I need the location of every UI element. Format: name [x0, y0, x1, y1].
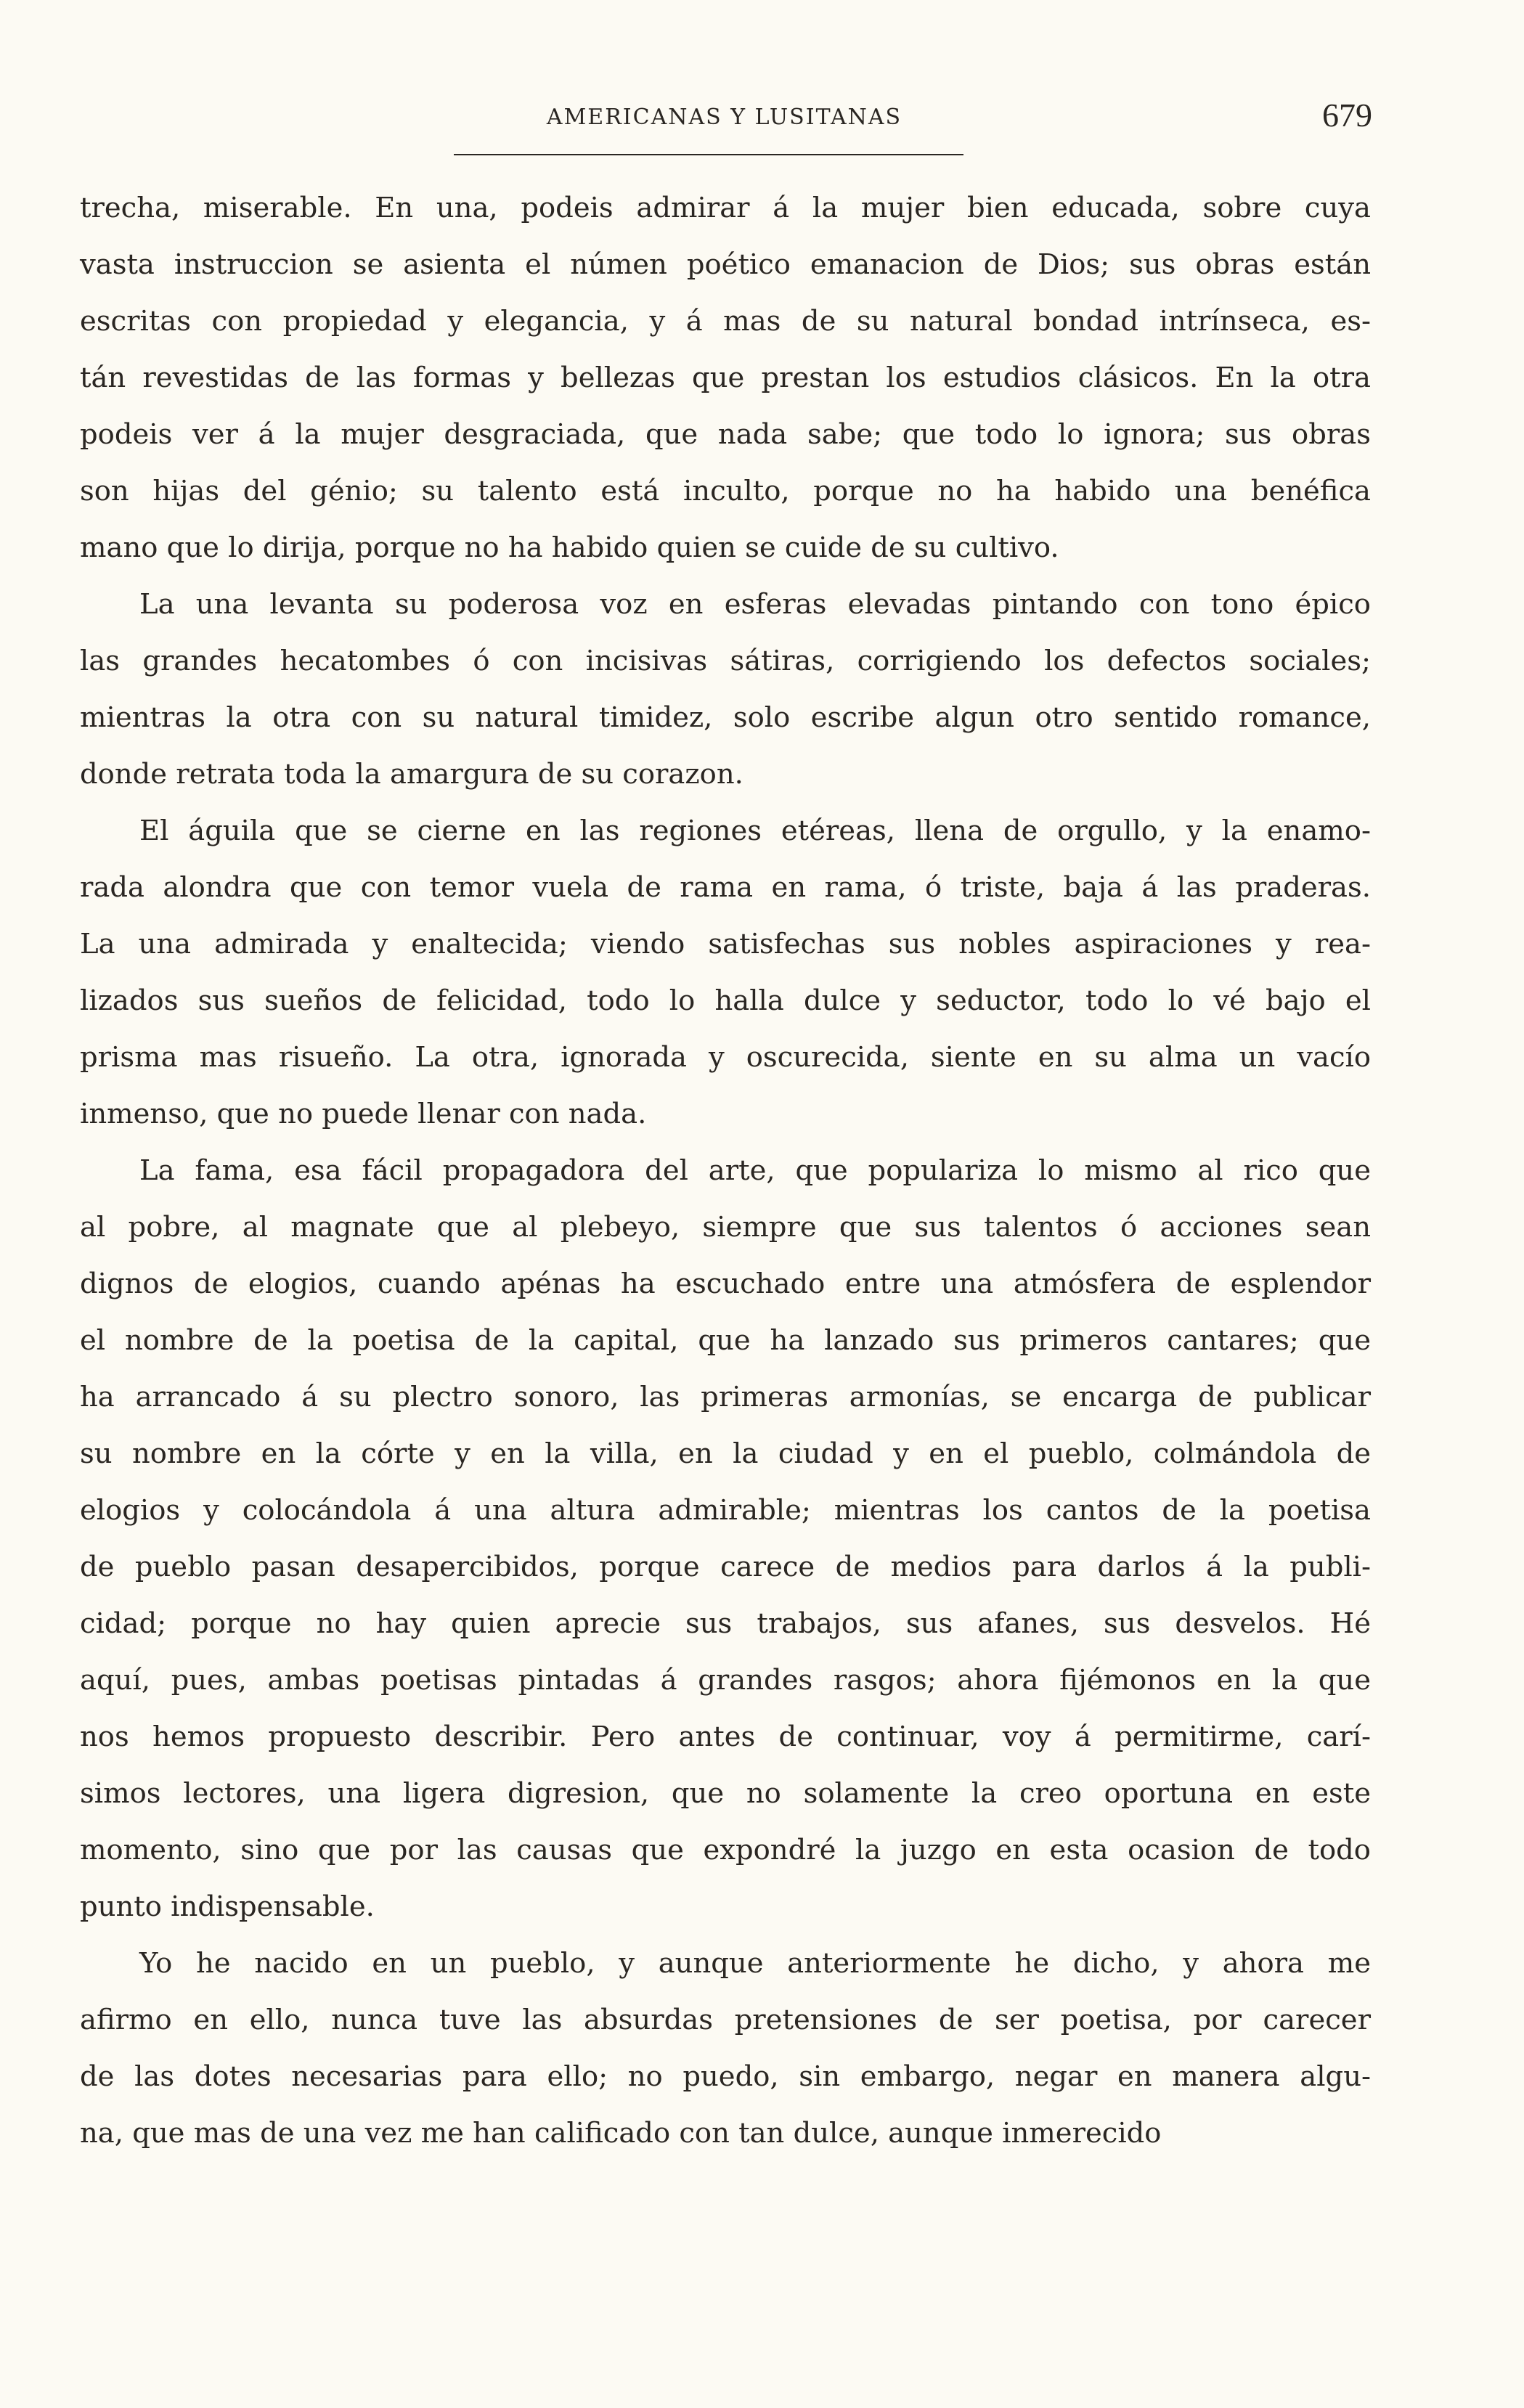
text-line: lizados sus sueños de felicidad, todo lo halla dulce y seductor, todo lo vé bajo el: [80, 984, 1371, 1017]
text-line: Yo he nacido en un pueblo, y aunque anteriormente he dicho, y ahora me: [139, 1947, 1371, 1980]
text-line: escritas con propiedad y elegancia, y á mas de su natural bondad intrínseca, es-: [80, 305, 1371, 338]
paragraph: [80, 576, 1371, 803]
text-line: tán revestidas de las formas y bellezas que prestan los estudios clásicos. En la otra: [80, 362, 1371, 394]
text-line: trecha, miserable. En una, podeis admirar á la mujer bien educada, sobre cuya: [80, 192, 1371, 224]
text-line: momento, sino que por las causas que expondré la juzgo en esta ocasion de todo: [80, 1834, 1371, 1866]
body-text: [80, 180, 1371, 2162]
text-line: rada alondra que con temor vuela de rama en rama, ó triste, baja á las praderas.: [80, 871, 1371, 904]
text-line: La una levanta su poderosa voz en esferas elevadas pintando con tono épico: [139, 588, 1371, 621]
text-line: nos hemos propuesto describir. Pero antes de continuar, voy á permitirme, carí-: [80, 1721, 1371, 1753]
running-head: [76, 97, 1372, 141]
text-line: son hijas del génio; su talento está inculto, porque no ha habido una benéfica: [80, 475, 1371, 507]
text-line: su nombre en la córte y en la villa, en la ciudad y en el pueblo, colmándola de: [80, 1437, 1371, 1470]
text-line: na, que mas de una vez me han calificado con tan dulce, aunque inmerecido: [80, 2117, 1162, 2150]
text-line: elogios y colocándola á una altura admirable; mientras los cantos de la poetisa: [80, 1494, 1371, 1527]
text-line: El águila que se cierne en las regiones etéreas, llena de orgullo, y la enamo-: [139, 815, 1371, 847]
text-line: simos lectores, una ligera digresion, que no solamente la creo oportuna en este: [80, 1777, 1371, 1810]
header-rule: [454, 154, 963, 155]
paragraph: [80, 803, 1371, 1143]
text-line: dignos de elogios, cuando apénas ha escuchado entre una atmósfera de esplendor: [80, 1268, 1371, 1300]
text-line: podeis ver á la mujer desgraciada, que nada sabe; que todo lo ignora; sus obras: [80, 418, 1371, 451]
page-number: 679: [1322, 97, 1372, 134]
text-line: La fama, esa fácil propagadora del arte, que populariza lo mismo al rico que: [139, 1154, 1371, 1187]
text-line: mientras la otra con su natural timidez, solo escribe algun otro sentido romance,: [80, 701, 1371, 734]
text-line: de las dotes necesarias para ello; no puedo, sin embargo, negar en manera algu-: [80, 2060, 1371, 2093]
paragraph: [80, 180, 1371, 576]
text-line: las grandes hecatombes ó con incisivas sátiras, corrigiendo los defectos sociales;: [80, 645, 1371, 677]
running-title: AMERICANAS Y LUSITANAS: [546, 105, 902, 130]
paragraph: [80, 1935, 1371, 2162]
text-line: prisma mas risueño. La otra, ignorada y oscurecida, siente en su alma un vacío: [80, 1041, 1371, 1074]
text-line: aquí, pues, ambas poetisas pintadas á grandes rasgos; ahora fijémonos en la que: [80, 1664, 1371, 1697]
text-line: el nombre de la poetisa de la capital, que ha lanzado sus primeros cantares; que: [80, 1324, 1371, 1357]
text-line: ha arrancado á su plectro sonoro, las primeras armonías, se encarga de publicar: [80, 1381, 1371, 1413]
text-line: afirmo en ello, nunca tuve las absurdas pretensiones de ser poetisa, por carecer: [80, 2004, 1371, 2036]
text-line: mano que lo dirija, porque no ha habido quien se cuide de su cultivo.: [80, 531, 1059, 564]
text-line: inmenso, que no puede llenar con nada.: [80, 1098, 647, 1130]
paragraph: [80, 1143, 1371, 1935]
text-line: donde retrata toda la amargura de su corazon.: [80, 758, 743, 791]
text-line: vasta instruccion se asienta el númen poético emanacion de Dios; sus obras están: [80, 248, 1371, 281]
text-line: de pueblo pasan desapercibidos, porque carece de medios para darlos á la publi-: [80, 1551, 1371, 1583]
text-line: punto indispensable.: [80, 1890, 375, 1923]
text-line: cidad; porque no hay quien aprecie sus trabajos, sus afanes, sus desvelos. Hé: [80, 1607, 1371, 1640]
text-line: La una admirada y enaltecida; viendo satisfechas sus nobles aspiraciones y rea-: [80, 928, 1371, 960]
text-line: al pobre, al magnate que al plebeyo, siempre que sus talentos ó acciones sean: [80, 1211, 1371, 1244]
